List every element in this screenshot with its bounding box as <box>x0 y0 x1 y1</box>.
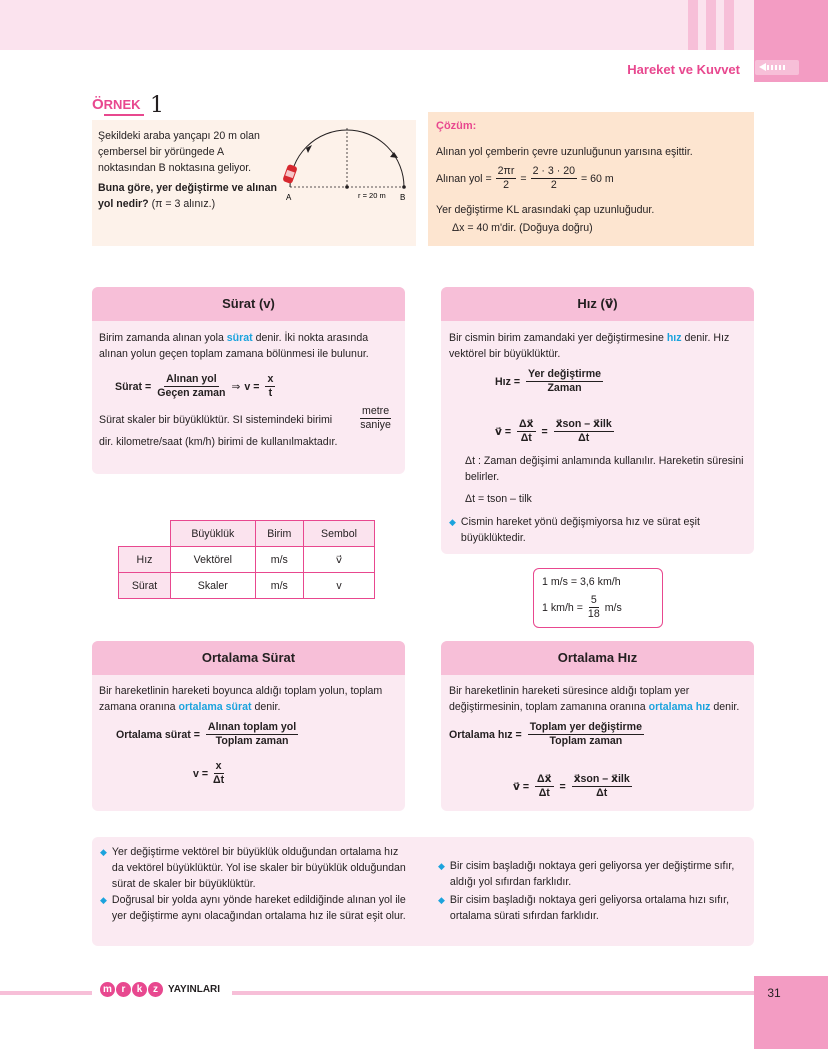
avg-surat-formula: Ortalama sürat = $\frac{\text{Alınan toplam yol}}{\text{Toplam zaman}}$ <box>116 721 297 747</box>
diamond-bullet-icon: ◆ <box>449 517 456 527</box>
table-row <box>119 573 375 599</box>
table-header: Sembol <box>303 521 374 547</box>
note-right-1: ◆ Bir cisim başladığı noktaya geri geliyorsa yer değiştirme sıfır, aldığı yol sıfırdan farklıdır. <box>438 860 735 888</box>
section-tab <box>755 60 799 75</box>
solution-line-3: Yer değiştirme KL arasındaki çap uzunluğudur. <box>436 204 655 216</box>
example-text: Şekildeki araba yançapı 20 m olan çembersel bir yörüngede A noktasından B noktasına geliyor. <box>98 130 260 174</box>
table-header-row <box>119 521 375 547</box>
solution-line-2: Alınan yol = $\frac{2\pi r}{2}$ = $\frac{2 \cdot 3 \cdot 20}{2}$ = 60 m <box>436 165 614 191</box>
diamond-bullet-icon: ◆ <box>100 847 107 857</box>
table-row <box>119 547 375 573</box>
surat-unit-fraction: $\frac{\text{metre}}{\text{saniye}}$ <box>360 405 391 431</box>
note-right-2: ◆ Bir cisim başladığı noktaya geri geliyorsa ortalama hızı sıfır, ortalama sürati sıfırdan farklıdır. <box>438 894 730 922</box>
center-dot <box>345 185 349 189</box>
semicircle-path <box>290 130 404 187</box>
diamond-bullet-icon: ◆ <box>438 861 445 871</box>
table-cell: m/s <box>255 547 303 573</box>
avg-surat-title: Ortalama Sürat <box>92 641 405 675</box>
hiz-delta-t-text: Δt : Zaman değişimi anlamında kullanılır. Hareketin süresini belirler. <box>465 455 744 483</box>
hiz-formula: Hız = $\frac{\text{Yer değiştirme}}{\text{Zaman}}$ <box>495 368 602 394</box>
conversion-line-2: 1 km/h = $\frac{5}{18}$ m/s <box>542 594 622 620</box>
conversion-line-1: 1 m/s = 3,6 km/h <box>542 576 621 588</box>
diamond-bullet-icon: ◆ <box>438 895 445 905</box>
table-cell: m/s <box>255 573 303 599</box>
surat-unit-text-2: dir. kilometre/saat (km/h) birimi de kullanılmaktadır. <box>99 436 338 448</box>
note-left-2: ◆ Doğrusal bir yolda aynı yönde hareket edildiğinde alınan yol ile yer değiştirme aynı olacağından ortalama hız ile sürat eşit olur. <box>100 894 406 922</box>
semicircle-figure <box>278 124 414 204</box>
table-header: Büyüklük <box>171 521 256 547</box>
avg-surat-formula-2: v = $\frac{x}{\Delta t}$ <box>193 760 225 786</box>
solution-line-4: Δx = 40 m'dir. (Doğuya doğru) <box>452 222 593 234</box>
diamond-bullet-icon: ◆ <box>100 895 107 905</box>
example-question: Buna göre, yer değiştirme ve alınan yol nedir? (π = 3 alınız.) <box>98 182 277 210</box>
quantity-table <box>118 520 375 599</box>
hiz-definition: Bir cismin birim zamandaki yer değiştirmesine hız denir. Hız vektörel bir büyüklüktür. <box>449 332 730 360</box>
hiz-title: Hız (v⃗) <box>441 287 754 321</box>
arrow-mark <box>390 152 398 158</box>
publisher-logo: m r k z YAYINLARI <box>100 982 220 997</box>
example-number: 1 <box>150 93 164 118</box>
table-cell: Skaler <box>171 573 256 599</box>
hiz-bullet: ◆ Cismin hareket yönü değişmiyorsa hız ve sürat eşit büyüklüktedir. <box>449 516 700 544</box>
page-number: 31 <box>767 986 781 1000</box>
table-cell: Sürat <box>119 573 171 599</box>
arrow-left-icon <box>759 63 766 71</box>
surat-unit-text: Sürat skaler bir büyüklüktür. SI sistemindeki birimi <box>99 414 333 426</box>
hiz-delta-t-formula: Δt = tson – tilk <box>465 493 532 505</box>
label-a: A <box>286 193 292 202</box>
avg-hiz-vector-formula: v⃗ = $\frac{\Delta x⃗}{\Delta t}$ = $\frac{\text{x⃗son – x⃗ilk}}{\Delta t}$ <box>513 773 630 799</box>
surat-definition: Birim zamanda alınan yola sürat denir. İki nokta arasında alınan yolun geçen toplam zamana bölünmesi ile bulunur. <box>99 332 369 360</box>
example-badge: ÖRNEK <box>92 96 141 113</box>
table-cell: v <box>303 573 374 599</box>
avg-hiz-definition: Bir hareketlinin hareketi süresince aldığı toplam yer değiştirmesinin, toplam zamanına oranına ortalama hız denir. <box>449 685 740 713</box>
footer-line-right <box>232 991 754 995</box>
hiz-vector-formula: v⃗ = $\frac{\Delta x⃗}{\Delta t}$ = $\frac{\text{x⃗son – x⃗ilk}}{\Delta t}$ <box>495 418 612 444</box>
surat-title: Sürat (v) <box>92 287 405 321</box>
table-cell: v⃗ <box>303 547 374 573</box>
avg-hiz-formula: Ortalama hız = $\frac{\text{Toplam yer değiştirme}}{\text{Toplam zaman}}$ <box>449 721 642 747</box>
table-cell: Vektörel <box>171 547 256 573</box>
table-cell: Hız <box>119 547 171 573</box>
section-title: Hareket ve Kuvvet <box>627 62 740 77</box>
surat-formula: Sürat = $\frac{\text{Alınan yol}}{\text{Geçen zaman}}$ ⇒ v = $\frac{x}{t}$ <box>115 373 274 399</box>
footer-line-left <box>0 991 92 995</box>
point-b-dot <box>402 185 406 189</box>
note-left-1: ◆ Yer değiştirme vektörel bir büyüklük olduğundan ortalama hız da vektörel büyüklüktür. Yol ise skaler bir büyüklük olduğundan sürat de skaler bir büyüklüktür. <box>100 846 406 890</box>
radius-label: r = 20 m <box>358 191 386 200</box>
solution-title: Çözüm: <box>436 120 477 132</box>
avg-hiz-title: Ortalama Hız <box>441 641 754 675</box>
solution-line-1: Alınan yol çemberin çevre uzunluğunun yarısına eşittir. <box>436 146 693 158</box>
car-icon <box>282 164 298 184</box>
avg-surat-definition: Bir hareketlinin hareketi boyunca aldığı toplam yolun, toplam zamana oranına ortalama sürat denir. <box>99 685 383 713</box>
table-header: Birim <box>255 521 303 547</box>
label-b: B <box>400 193 406 202</box>
